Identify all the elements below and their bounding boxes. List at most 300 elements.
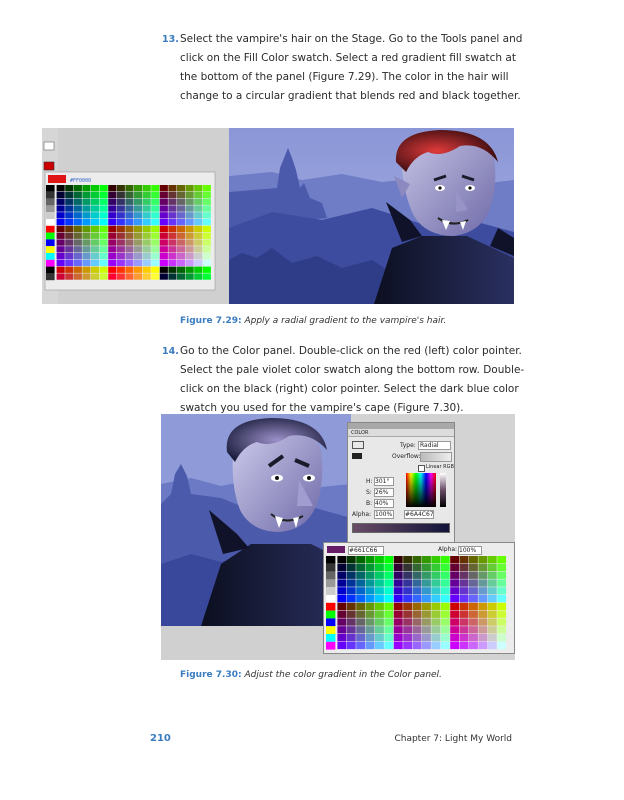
swatch-cell[interactable]: [431, 611, 440, 618]
swatch-cell[interactable]: [74, 253, 82, 259]
swatch-cell[interactable]: [57, 212, 65, 218]
swatch-cell[interactable]: [366, 603, 375, 610]
swatch-cell[interactable]: [394, 603, 403, 610]
swatch-cell[interactable]: [82, 267, 90, 273]
swatch-cell[interactable]: [194, 253, 202, 259]
swatch-cell[interactable]: [403, 572, 412, 579]
swatch-cell[interactable]: [460, 603, 469, 610]
swatch-cell[interactable]: [431, 618, 440, 625]
swatch-cell[interactable]: [450, 556, 459, 563]
swatch-cell[interactable]: [82, 205, 90, 211]
swatch-cell[interactable]: [186, 192, 194, 198]
swatch-cell[interactable]: [375, 587, 384, 594]
swatch-cell[interactable]: [177, 185, 185, 191]
swatch-cell[interactable]: [125, 233, 133, 239]
swatch-cell[interactable]: [74, 219, 82, 225]
swatch-cell[interactable]: [441, 611, 450, 618]
swatch-cell[interactable]: [366, 556, 375, 563]
swatch-cell[interactable]: [413, 556, 422, 563]
swatch-cell[interactable]: [65, 192, 73, 198]
swatch-cell[interactable]: [160, 185, 168, 191]
swatch-cell[interactable]: [431, 587, 440, 594]
swatch-cell[interactable]: [57, 185, 65, 191]
swatch-cell[interactable]: [356, 587, 365, 594]
swatch-cell[interactable]: [125, 212, 133, 218]
swatch-cell[interactable]: [478, 642, 487, 649]
swatch-cell[interactable]: [356, 556, 365, 563]
swatch-cell[interactable]: [469, 564, 478, 571]
swatch-cell[interactable]: [403, 618, 412, 625]
swatch-cell[interactable]: [186, 205, 194, 211]
swatch-cell[interactable]: [143, 233, 151, 239]
swatch-cell[interactable]: [478, 595, 487, 602]
swatch-cell[interactable]: [186, 219, 194, 225]
swatch-cell[interactable]: [65, 226, 73, 232]
swatch-cell[interactable]: [460, 587, 469, 594]
swatch-cell[interactable]: [143, 199, 151, 205]
swatch-cell[interactable]: [194, 199, 202, 205]
swatch-cell[interactable]: [497, 626, 506, 633]
swatch-cell[interactable]: [108, 185, 116, 191]
swatch-cell[interactable]: [460, 611, 469, 618]
swatch-cell[interactable]: [497, 587, 506, 594]
fill-color-swatch[interactable]: [352, 453, 362, 459]
swatch-cell[interactable]: [134, 260, 142, 266]
swatch-cell[interactable]: [375, 642, 384, 649]
swatch-cell[interactable]: [450, 642, 459, 649]
swatch-cell[interactable]: [347, 634, 356, 641]
swatch-cell[interactable]: [168, 267, 176, 273]
swatch-cell[interactable]: [478, 603, 487, 610]
swatch-cell[interactable]: [356, 579, 365, 586]
swatch-cell[interactable]: [337, 572, 346, 579]
swatch-cell[interactable]: [57, 239, 65, 245]
swatch-cell[interactable]: [403, 579, 412, 586]
swatch-cell[interactable]: [194, 226, 202, 232]
swatch-cell[interactable]: [125, 226, 133, 232]
swatch-cell[interactable]: [117, 212, 125, 218]
swatch-cell[interactable]: [478, 634, 487, 641]
swatch-cell[interactable]: [46, 199, 55, 206]
swatch-cell[interactable]: [134, 192, 142, 198]
swatch-cell[interactable]: [366, 579, 375, 586]
swatch-cell[interactable]: [65, 205, 73, 211]
swatch-cell[interactable]: [108, 226, 116, 232]
swatch-cell[interactable]: [74, 260, 82, 266]
swatch-cell[interactable]: [326, 564, 335, 572]
swatch-cell[interactable]: [117, 233, 125, 239]
swatch-cell[interactable]: [57, 233, 65, 239]
swatch-cell[interactable]: [450, 634, 459, 641]
swatch-cell[interactable]: [497, 556, 506, 563]
swatch-cell[interactable]: [356, 564, 365, 571]
swatch-cell[interactable]: [347, 595, 356, 602]
swatch-cell[interactable]: [108, 205, 116, 211]
swatch-cell[interactable]: [469, 618, 478, 625]
swatch-cell[interactable]: [82, 199, 90, 205]
swatch-cell[interactable]: [125, 239, 133, 245]
swatch-cell[interactable]: [356, 642, 365, 649]
swatch-cell[interactable]: [450, 603, 459, 610]
swatch-cell[interactable]: [91, 205, 99, 211]
swatch-cell[interactable]: [125, 199, 133, 205]
swatch-cell[interactable]: [366, 572, 375, 579]
swatch-cell[interactable]: [108, 212, 116, 218]
swatch-cell[interactable]: [497, 603, 506, 610]
swatch-cell[interactable]: [117, 253, 125, 259]
swatch-cell[interactable]: [375, 556, 384, 563]
swatch-cell[interactable]: [413, 572, 422, 579]
swatch-cell[interactable]: [326, 626, 335, 634]
swatch-cell[interactable]: [356, 611, 365, 618]
swatch-cell[interactable]: [100, 233, 108, 239]
swatch-cell[interactable]: [74, 199, 82, 205]
swatch-cell[interactable]: [469, 626, 478, 633]
swatch-cell[interactable]: [394, 618, 403, 625]
swatch-cell[interactable]: [46, 239, 55, 246]
swatch-cell[interactable]: [403, 556, 412, 563]
swatch-cell[interactable]: [469, 572, 478, 579]
swatch-cell[interactable]: [337, 587, 346, 594]
swatch-cell[interactable]: [160, 260, 168, 266]
swatch-cell[interactable]: [168, 273, 176, 279]
swatch-cell[interactable]: [143, 219, 151, 225]
swatch-cell[interactable]: [422, 587, 431, 594]
swatch-cell[interactable]: [160, 212, 168, 218]
swatch-cell[interactable]: [168, 239, 176, 245]
swatch-cell[interactable]: [57, 192, 65, 198]
swatch-cell[interactable]: [450, 579, 459, 586]
swatch-cell[interactable]: [177, 226, 185, 232]
swatch-cell[interactable]: [203, 192, 211, 198]
swatch-cell[interactable]: [177, 246, 185, 252]
swatch-cell[interactable]: [177, 199, 185, 205]
swatch-cell[interactable]: [478, 556, 487, 563]
swatch-cell[interactable]: [194, 239, 202, 245]
swatch-cell[interactable]: [143, 226, 151, 232]
swatch-cell[interactable]: [431, 579, 440, 586]
swatch-cell[interactable]: [356, 618, 365, 625]
swatch-cell[interactable]: [469, 603, 478, 610]
swatch-cell[interactable]: [413, 564, 422, 571]
swatch-cell[interactable]: [151, 192, 159, 198]
swatch-cell[interactable]: [375, 626, 384, 633]
swatch-cell[interactable]: [422, 611, 431, 618]
swatch-cell[interactable]: [108, 192, 116, 198]
swatch-cell[interactable]: [422, 572, 431, 579]
swatch-cell[interactable]: [413, 618, 422, 625]
swatch-cell[interactable]: [100, 226, 108, 232]
swatch-cell[interactable]: [134, 273, 142, 279]
swatch-cell[interactable]: [497, 618, 506, 625]
swatch-cell[interactable]: [403, 611, 412, 618]
swatch-cell[interactable]: [186, 239, 194, 245]
swatch-cell[interactable]: [125, 185, 133, 191]
swatch-cell[interactable]: [194, 192, 202, 198]
swatch-cell[interactable]: [100, 212, 108, 218]
swatch-cell[interactable]: [125, 219, 133, 225]
swatch-cell[interactable]: [450, 626, 459, 633]
swatch-cell[interactable]: [450, 595, 459, 602]
swatch-cell[interactable]: [100, 185, 108, 191]
swatch-cell[interactable]: [403, 634, 412, 641]
swatch-alpha-input[interactable]: 100%: [458, 546, 482, 555]
swatch-cell[interactable]: [74, 239, 82, 245]
swatch-cell[interactable]: [366, 611, 375, 618]
swatch-cell[interactable]: [194, 267, 202, 273]
swatch-cell[interactable]: [469, 634, 478, 641]
swatch-cell[interactable]: [441, 556, 450, 563]
swatch-cell[interactable]: [488, 626, 497, 633]
swatch-cell[interactable]: [125, 273, 133, 279]
swatch-cell[interactable]: [125, 246, 133, 252]
swatch-cell[interactable]: [151, 185, 159, 191]
swatch-cell[interactable]: [108, 239, 116, 245]
swatch-cell[interactable]: [160, 199, 168, 205]
swatch-cell[interactable]: [460, 556, 469, 563]
swatch-cell[interactable]: [384, 634, 393, 641]
swatch-cell[interactable]: [151, 246, 159, 252]
swatch-cell[interactable]: [337, 642, 346, 649]
swatch-cell[interactable]: [431, 564, 440, 571]
swatch-cell[interactable]: [347, 603, 356, 610]
swatch-cell[interactable]: [460, 642, 469, 649]
swatch-cell[interactable]: [488, 556, 497, 563]
swatch-cell[interactable]: [194, 212, 202, 218]
swatch-cell[interactable]: [441, 572, 450, 579]
swatch-cell[interactable]: [422, 618, 431, 625]
swatch-cell[interactable]: [394, 634, 403, 641]
swatch-cell[interactable]: [384, 603, 393, 610]
swatch-cell[interactable]: [57, 273, 65, 279]
swatch-cell[interactable]: [431, 626, 440, 633]
swatch-cell[interactable]: [143, 260, 151, 266]
swatch-cell[interactable]: [74, 212, 82, 218]
swatch-cell[interactable]: [46, 185, 55, 192]
b-input[interactable]: 40%: [374, 499, 394, 508]
swatch-cell[interactable]: [46, 260, 55, 267]
swatch-cell[interactable]: [488, 579, 497, 586]
swatch-cell[interactable]: [82, 185, 90, 191]
swatch-cell[interactable]: [91, 273, 99, 279]
swatch-cell[interactable]: [65, 199, 73, 205]
swatch-cell[interactable]: [403, 642, 412, 649]
swatch-cell[interactable]: [91, 260, 99, 266]
swatch-cell[interactable]: [203, 219, 211, 225]
swatch-cell[interactable]: [384, 579, 393, 586]
swatch-cell[interactable]: [337, 618, 346, 625]
swatch-cell[interactable]: [337, 595, 346, 602]
swatch-cell[interactable]: [422, 579, 431, 586]
swatch-cell[interactable]: [441, 579, 450, 586]
swatch-cell[interactable]: [134, 219, 142, 225]
swatch-cell[interactable]: [117, 267, 125, 273]
swatch-cell[interactable]: [177, 233, 185, 239]
swatch-cell[interactable]: [203, 233, 211, 239]
swatch-cell[interactable]: [394, 564, 403, 571]
swatch-cell[interactable]: [431, 572, 440, 579]
swatch-cell[interactable]: [74, 273, 82, 279]
swatch-cell[interactable]: [431, 642, 440, 649]
swatch-cell[interactable]: [108, 253, 116, 259]
swatch-cell[interactable]: [91, 226, 99, 232]
swatch-cell[interactable]: [478, 618, 487, 625]
swatch-cell[interactable]: [366, 564, 375, 571]
swatch-cell[interactable]: [168, 246, 176, 252]
swatch-cell[interactable]: [82, 219, 90, 225]
swatch-cell[interactable]: [478, 626, 487, 633]
swatch-cell[interactable]: [422, 564, 431, 571]
swatch-cell[interactable]: [108, 260, 116, 266]
hex-input[interactable]: #6A4C67: [405, 511, 434, 518]
swatch-cell[interactable]: [177, 267, 185, 273]
swatch-cell[interactable]: [203, 260, 211, 266]
swatch-cell[interactable]: [143, 192, 151, 198]
swatch-cell[interactable]: [160, 219, 168, 225]
swatch-cell[interactable]: [488, 564, 497, 571]
swatch-cell[interactable]: [460, 634, 469, 641]
swatch-cell[interactable]: [65, 253, 73, 259]
swatch-cell[interactable]: [160, 226, 168, 232]
swatch-cell[interactable]: [117, 192, 125, 198]
swatch-cell[interactable]: [117, 273, 125, 279]
swatch-cell[interactable]: [403, 587, 412, 594]
swatch-cell[interactable]: [497, 642, 506, 649]
swatch-cell[interactable]: [134, 246, 142, 252]
swatch-cell[interactable]: [394, 556, 403, 563]
swatch-cell[interactable]: [46, 253, 55, 260]
swatch-cell[interactable]: [394, 595, 403, 602]
swatch-cell[interactable]: [82, 239, 90, 245]
swatch-cell[interactable]: [160, 246, 168, 252]
swatch-cell[interactable]: [57, 260, 65, 266]
swatch-cell[interactable]: [356, 572, 365, 579]
swatch-cell[interactable]: [125, 267, 133, 273]
swatch-cell[interactable]: [394, 642, 403, 649]
swatch-cell[interactable]: [488, 595, 497, 602]
swatch-cell[interactable]: [194, 273, 202, 279]
swatch-cell[interactable]: [143, 253, 151, 259]
swatch-cell[interactable]: [125, 253, 133, 259]
swatch-cell[interactable]: [91, 199, 99, 205]
swatch-cell[interactable]: [375, 572, 384, 579]
swatch-cell[interactable]: [168, 219, 176, 225]
swatch-cell[interactable]: [478, 572, 487, 579]
brightness-slider[interactable]: [440, 473, 446, 507]
swatch-cell[interactable]: [366, 618, 375, 625]
swatch-cell[interactable]: [57, 199, 65, 205]
swatch-cell[interactable]: [203, 212, 211, 218]
swatch-cell[interactable]: [100, 205, 108, 211]
swatch-cell[interactable]: [82, 273, 90, 279]
swatch-cell[interactable]: [168, 253, 176, 259]
swatch-cell[interactable]: [469, 579, 478, 586]
swatch-cell[interactable]: [460, 572, 469, 579]
swatch-cell[interactable]: [125, 260, 133, 266]
swatch-cell[interactable]: [203, 205, 211, 211]
swatch-cell[interactable]: [46, 205, 55, 212]
swatch-cell[interactable]: [384, 611, 393, 618]
swatch-cell[interactable]: [347, 564, 356, 571]
swatch-cell[interactable]: [203, 273, 211, 279]
swatch-cell[interactable]: [91, 185, 99, 191]
swatch-cell[interactable]: [160, 233, 168, 239]
swatch-cell[interactable]: [194, 246, 202, 252]
swatch-cell[interactable]: [186, 199, 194, 205]
swatch-cell[interactable]: [478, 579, 487, 586]
swatch-cell[interactable]: [366, 642, 375, 649]
swatch-cell[interactable]: [375, 611, 384, 618]
swatch-cell[interactable]: [384, 564, 393, 571]
swatch-cell[interactable]: [375, 634, 384, 641]
swatch-cell[interactable]: [460, 595, 469, 602]
swatch-cell[interactable]: [57, 267, 65, 273]
swatch-cell[interactable]: [186, 253, 194, 259]
swatch-cell[interactable]: [186, 185, 194, 191]
swatch-cell[interactable]: [46, 273, 55, 280]
swatch-cell[interactable]: [413, 587, 422, 594]
swatch-cell[interactable]: [186, 260, 194, 266]
swatch-cell[interactable]: [356, 603, 365, 610]
swatch-cell[interactable]: [203, 267, 211, 273]
swatch-cell[interactable]: [460, 626, 469, 633]
swatch-cell[interactable]: [117, 205, 125, 211]
swatch-cell[interactable]: [422, 642, 431, 649]
swatch-cell[interactable]: [347, 587, 356, 594]
swatch-cell[interactable]: [403, 626, 412, 633]
swatch-cell[interactable]: [151, 205, 159, 211]
swatch-cell[interactable]: [82, 192, 90, 198]
swatch-cell[interactable]: [413, 626, 422, 633]
swatch-cell[interactable]: [117, 199, 125, 205]
swatch-cell[interactable]: [160, 239, 168, 245]
swatch-cell[interactable]: [194, 219, 202, 225]
swatch-cell[interactable]: [177, 260, 185, 266]
swatch-cell[interactable]: [384, 618, 393, 625]
swatch-cell[interactable]: [194, 260, 202, 266]
swatch-cell[interactable]: [143, 239, 151, 245]
swatch-cell[interactable]: [413, 595, 422, 602]
swatch-cell[interactable]: [134, 226, 142, 232]
swatch-cell[interactable]: [497, 579, 506, 586]
swatch-cell[interactable]: [413, 603, 422, 610]
swatch-cell[interactable]: [65, 267, 73, 273]
swatch-cell[interactable]: [203, 226, 211, 232]
swatch-cell[interactable]: [57, 253, 65, 259]
swatch-cell[interactable]: [57, 246, 65, 252]
swatch-cell[interactable]: [469, 642, 478, 649]
swatch-cell[interactable]: [74, 246, 82, 252]
swatch-cell[interactable]: [326, 579, 335, 587]
swatch-cell[interactable]: [469, 556, 478, 563]
swatch-cell[interactable]: [151, 253, 159, 259]
swatch-cell[interactable]: [497, 634, 506, 641]
swatch-cell[interactable]: [441, 564, 450, 571]
swatch-cell[interactable]: [488, 618, 497, 625]
swatch-cell[interactable]: [65, 273, 73, 279]
swatch-cell[interactable]: [168, 199, 176, 205]
swatch-cell[interactable]: [134, 239, 142, 245]
swatch-cell[interactable]: [65, 239, 73, 245]
swatch-cell[interactable]: [203, 185, 211, 191]
swatch-cell[interactable]: [469, 595, 478, 602]
swatch-cell[interactable]: [74, 233, 82, 239]
swatch-cell[interactable]: [160, 253, 168, 259]
swatch-cell[interactable]: [57, 205, 65, 211]
swatch-cell[interactable]: [177, 239, 185, 245]
swatch-cell[interactable]: [177, 273, 185, 279]
swatch-cell[interactable]: [82, 233, 90, 239]
